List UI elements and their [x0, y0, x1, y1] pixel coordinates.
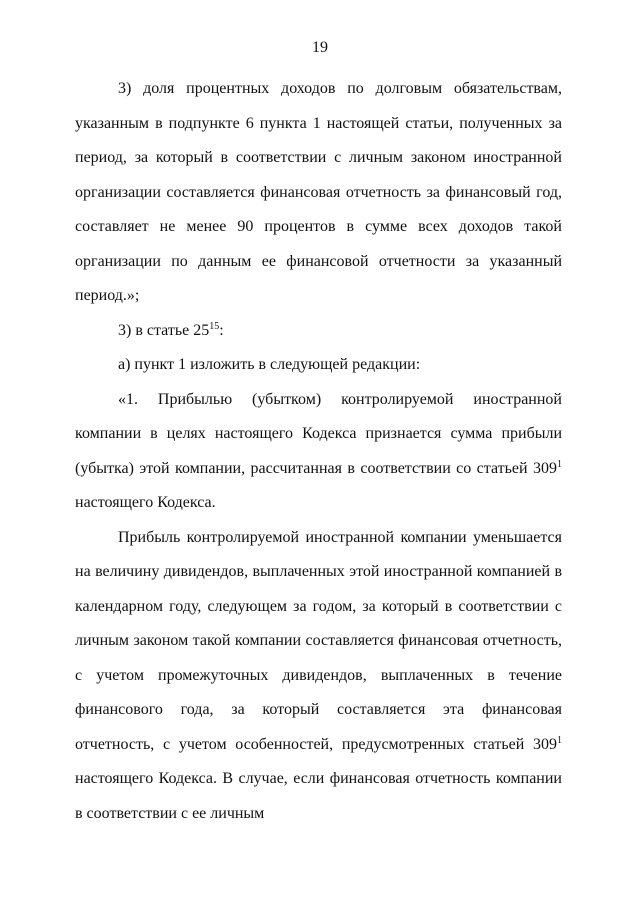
paragraph-tail: настоящего Кодекса. — [75, 494, 216, 511]
article-superscript: 15 — [209, 320, 220, 332]
document-body — [75, 72, 562, 831]
paragraph-point-1-new-wording: а) пункт 1 изложить в следующей редакции: — [118, 356, 421, 373]
paragraph-tail: настоящего Кодекса. В случае, если финансовая отчетность компании в соответствии с ее личным — [75, 770, 562, 822]
article-superscript: 1 — [557, 458, 562, 470]
paragraph-interest-income-share: 3) доля процентных доходов по долговым обязательствам, указанным в подпункте 6 пункта 1 настоящей статьи, полученных за период, за который в соответствии с личным законом иностранной организации составляется финансовая отчетность за финансовый год, составляет не менее 90 процентов в сумме всех доходов такой организации по данным ее финансовой отчетности за указанный период.»; — [75, 80, 562, 304]
paragraph-text: 3) в статье 25 — [118, 321, 210, 339]
paragraph-article-amendment — [75, 314, 562, 349]
article-superscript: 1 — [557, 734, 562, 746]
paragraph-text: Прибыль контролируемой иностранной компании уменьшается на величину дивидендов, выплаченных этой иностранной компанией в календарном году, следующем за годом, за который в соответствии с личным законом такой компании составляется финансовая отчетность, с учетом промежуточных дивидендов, выплаченных в течение финансового года, за который составляется эта финансовая отчетность, с учетом особенностей, предусмотренных статьей 309 — [75, 528, 562, 753]
paragraph-profit-definition — [75, 383, 562, 521]
page-number: 19 — [312, 39, 328, 56]
paragraph-text: «1. Прибылью (убытком) контролируемой иностранной компании в целях настоящего Кодекса признается сумма прибыли (убытка) этой компании, рассчитанная в соответствии со статьей 309 — [75, 390, 562, 477]
paragraph-tail: : — [219, 321, 224, 339]
paragraph-profit-reduction — [75, 521, 562, 832]
